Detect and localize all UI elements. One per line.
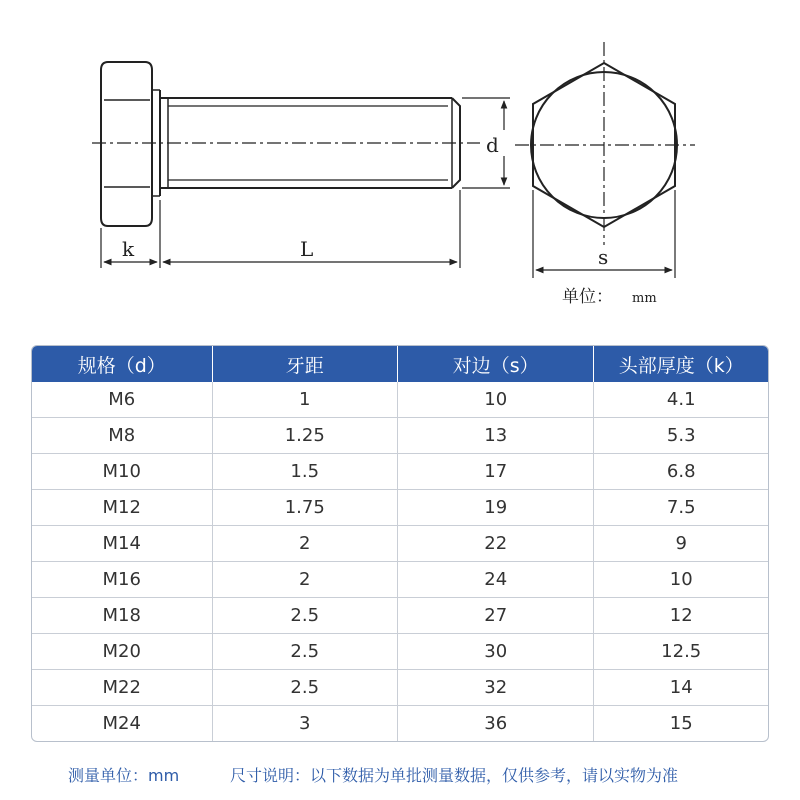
spec-table [31,345,769,742]
cell-across-flats: 30 [398,633,594,669]
table-row [32,453,768,489]
cell-head-thickness: 15 [594,705,768,741]
cell-head-thickness: 14 [594,669,768,705]
footer-measure-unit: 测量单位：mm [68,766,180,785]
cell-head-thickness: 12.5 [594,633,768,669]
table-row [32,633,768,669]
cell-spec: M22 [32,669,213,705]
cell-spec: M16 [32,561,213,597]
cell-across-flats: 13 [398,417,594,453]
cell-pitch: 1.75 [213,489,398,525]
cell-head-thickness: 5.3 [594,417,768,453]
cell-pitch: 2.5 [213,633,398,669]
cell-spec: M18 [32,597,213,633]
cell-across-flats: 32 [398,669,594,705]
cell-across-flats: 27 [398,597,594,633]
table-row [32,382,768,417]
cell-pitch: 1 [213,382,398,417]
cell-pitch: 2.5 [213,597,398,633]
dimension-label-s: s [598,245,609,269]
header-across-flats: 对边（s） [398,346,594,382]
dimension-label-L: L [300,237,314,261]
cell-across-flats: 22 [398,525,594,561]
table-row [32,597,768,633]
bolt-technical-drawing [0,0,800,330]
dimension-label-d: d [486,133,499,157]
cell-across-flats: 10 [398,382,594,417]
cell-head-thickness: 12 [594,597,768,633]
cell-spec: M6 [32,382,213,417]
unit-label: 单位： [562,287,613,307]
cell-across-flats: 17 [398,453,594,489]
cell-pitch: 1.25 [213,417,398,453]
cell-pitch: 2 [213,561,398,597]
cell-spec: M14 [32,525,213,561]
cell-across-flats: 36 [398,705,594,741]
table-row [32,669,768,705]
table-row [32,417,768,453]
cell-spec: M10 [32,453,213,489]
cell-spec: M8 [32,417,213,453]
cell-spec: M20 [32,633,213,669]
bolt-side-view [101,62,460,226]
header-spec: 规格（d） [32,346,213,382]
cell-pitch: 2 [213,525,398,561]
cell-head-thickness: 10 [594,561,768,597]
table-row [32,561,768,597]
dimension-label-k: k [122,237,135,261]
table-row [32,525,768,561]
cell-across-flats: 19 [398,489,594,525]
cell-head-thickness: 9 [594,525,768,561]
cell-across-flats: 24 [398,561,594,597]
cell-spec: M24 [32,705,213,741]
cell-spec: M12 [32,489,213,525]
header-head-thickness: 头部厚度（k） [594,346,768,382]
cell-pitch: 3 [213,705,398,741]
cell-head-thickness: 4.1 [666,389,696,410]
table-row [32,705,768,741]
cell-head-thickness: 7.5 [594,489,768,525]
header-pitch: 牙距 [213,346,398,382]
cell-pitch: 1.5 [213,453,398,489]
cell-head-thickness: 6.8 [594,453,768,489]
footer-disclaimer: 尺寸说明：以下数据为单批测量数据，仅供参考，请以实物为准 [230,766,679,785]
table-row [32,489,768,525]
cell-pitch: 2.5 [213,669,398,705]
table-header-row [32,346,768,382]
unit-value: mm [632,291,657,306]
